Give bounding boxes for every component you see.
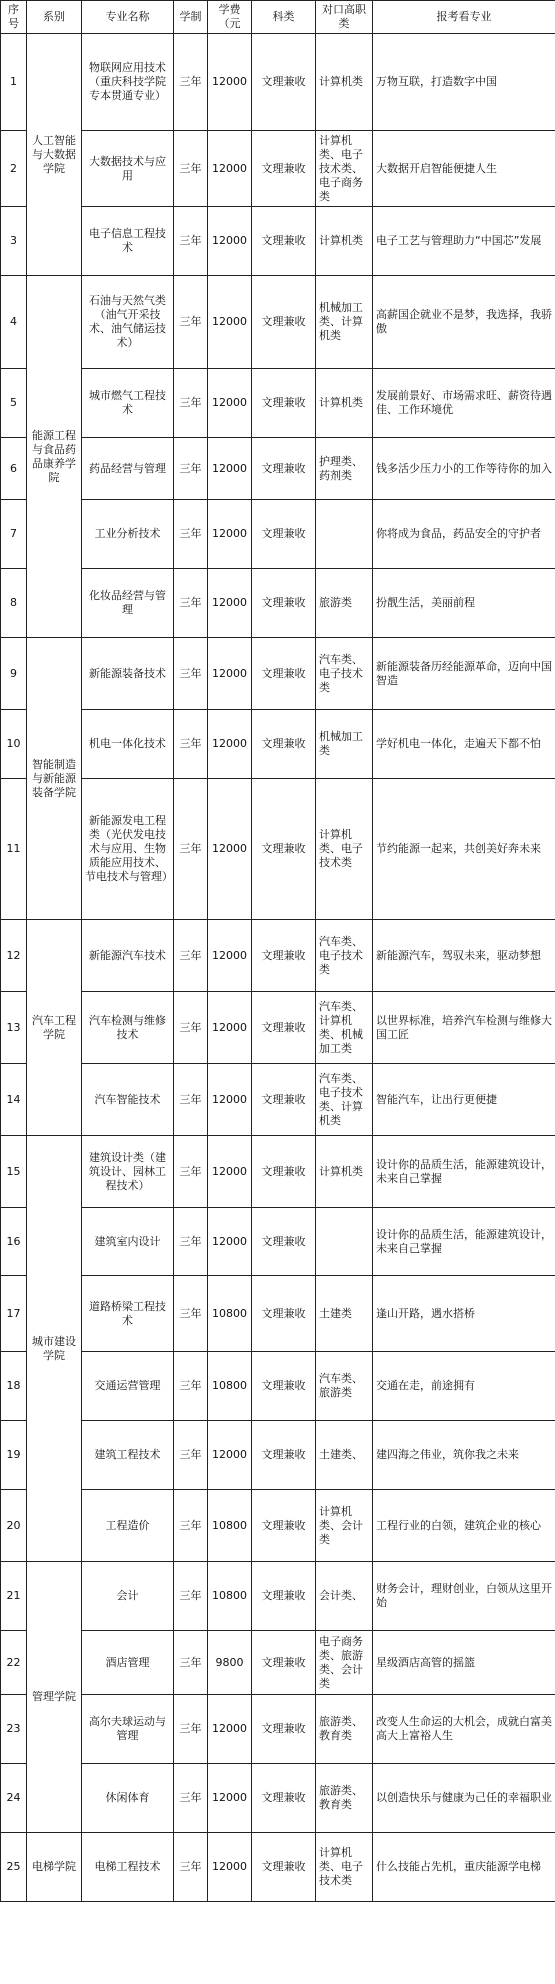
- major-description: 工程行业的白领，建筑企业的核心: [373, 1490, 555, 1562]
- tuition-fee: 10800: [208, 1562, 252, 1631]
- row-index: 11: [1, 779, 27, 920]
- major-name: 交通运营管理: [82, 1352, 174, 1421]
- row-index: 23: [1, 1695, 27, 1764]
- major-name: 城市燃气工程技术: [82, 369, 174, 438]
- row-index: 17: [1, 1276, 27, 1352]
- row-index: 22: [1, 1631, 27, 1695]
- duration: 三年: [174, 992, 208, 1064]
- header-row: [1, 1, 555, 34]
- row-index: 7: [1, 500, 27, 569]
- major-description: 高薪国企就业不是梦，我选择，我骄傲: [373, 276, 555, 369]
- major-name: 电梯工程技术: [82, 1833, 174, 1902]
- table-row: [1, 1764, 555, 1833]
- department-name: 智能制造与新能源装备学院: [27, 638, 82, 920]
- row-index: 4: [1, 276, 27, 369]
- major-description: 大数据开启智能便捷人生: [373, 131, 555, 207]
- row-index: 8: [1, 569, 27, 638]
- row-index: 21: [1, 1562, 27, 1631]
- vocational-track: 土建类: [316, 1276, 373, 1352]
- major-name: 化妆品经营与管理: [82, 569, 174, 638]
- major-description: 学好机电一体化，走遍天下都不怕: [373, 710, 555, 779]
- row-index: 12: [1, 920, 27, 992]
- table-row: [1, 276, 555, 369]
- duration: 三年: [174, 207, 208, 276]
- subject-category: 文理兼收: [252, 992, 316, 1064]
- subject-category: 文理兼收: [252, 1490, 316, 1562]
- duration: 三年: [174, 569, 208, 638]
- major-description: 改变人生命运的大机会，成就白富美高大上富裕人生: [373, 1695, 555, 1764]
- vocational-track: 机械加工类: [316, 710, 373, 779]
- row-index: 3: [1, 207, 27, 276]
- tuition-fee: 12000: [208, 131, 252, 207]
- vocational-track: 旅游类、教育类: [316, 1764, 373, 1833]
- subject-category: 文理兼收: [252, 1352, 316, 1421]
- major-name: 汽车检测与维修技术: [82, 992, 174, 1064]
- table-row: [1, 779, 555, 920]
- tuition-fee: 12000: [208, 710, 252, 779]
- vocational-track: 计算机类、会计类: [316, 1490, 373, 1562]
- major-description: 逢山开路，遇水搭桥: [373, 1276, 555, 1352]
- major-name: 工业分析技术: [82, 500, 174, 569]
- subject-category: 文理兼收: [252, 1421, 316, 1490]
- vocational-track: 计算机类、电子技术类、电子商务类: [316, 131, 373, 207]
- row-index: 24: [1, 1764, 27, 1833]
- table-row: [1, 369, 555, 438]
- table-row: [1, 207, 555, 276]
- subject-category: 文理兼收: [252, 276, 316, 369]
- tuition-fee: 12000: [208, 1764, 252, 1833]
- duration: 三年: [174, 1562, 208, 1631]
- tuition-fee: 12000: [208, 34, 252, 131]
- subject-category: 文理兼收: [252, 920, 316, 992]
- vocational-track: 电子商务类、旅游类、会计类: [316, 1631, 373, 1695]
- subject-category: 文理兼收: [252, 1136, 316, 1208]
- subject-category: 文理兼收: [252, 34, 316, 131]
- row-index: 13: [1, 992, 27, 1064]
- table-row: [1, 638, 555, 710]
- header-department: 系别: [27, 1, 82, 34]
- subject-category: 文理兼收: [252, 1631, 316, 1695]
- header-index: 序号: [1, 1, 27, 34]
- table-row: [1, 1833, 555, 1902]
- subject-category: 文理兼收: [252, 207, 316, 276]
- department-name: 管理学院: [27, 1562, 82, 1833]
- major-name: 新能源发电工程类（光伏发电技术与应用、生物质能应用技术、节电技术与管理）: [82, 779, 174, 920]
- duration: 三年: [174, 920, 208, 992]
- subject-category: 文理兼收: [252, 1833, 316, 1902]
- major-description: 智能汽车，让出行更便捷: [373, 1064, 555, 1136]
- table-row: [1, 1136, 555, 1208]
- department-name: 电梯学院: [27, 1833, 82, 1902]
- duration: 三年: [174, 276, 208, 369]
- duration: 三年: [174, 1764, 208, 1833]
- major-name: 大数据技术与应用: [82, 131, 174, 207]
- tuition-fee: 10800: [208, 1352, 252, 1421]
- table-row: [1, 1276, 555, 1352]
- duration: 三年: [174, 1490, 208, 1562]
- major-name: 建筑室内设计: [82, 1208, 174, 1276]
- duration: 三年: [174, 1421, 208, 1490]
- major-name: 建筑设计类（建筑设计、园林工程技术）: [82, 1136, 174, 1208]
- major-description: 新能源汽车，驾驭未来，驱动梦想: [373, 920, 555, 992]
- major-name: 石油与天然气类（油气开采技术、油气储运技术）: [82, 276, 174, 369]
- header-major: 专业名称: [82, 1, 174, 34]
- duration: 三年: [174, 500, 208, 569]
- tuition-fee: 12000: [208, 569, 252, 638]
- table-row: [1, 1490, 555, 1562]
- major-name: 休闲体育: [82, 1764, 174, 1833]
- major-name: 会计: [82, 1562, 174, 1631]
- department-name: 能源工程与食品药品康养学院: [27, 276, 82, 638]
- major-description: 星级酒店高管的摇篮: [373, 1631, 555, 1695]
- subject-category: 文理兼收: [252, 1764, 316, 1833]
- duration: 三年: [174, 1833, 208, 1902]
- vocational-track: 汽车类、旅游类: [316, 1352, 373, 1421]
- table-row: [1, 1064, 555, 1136]
- header-subject: 科类: [252, 1, 316, 34]
- subject-category: 文理兼收: [252, 569, 316, 638]
- major-description: 建四海之伟业，筑你我之未来: [373, 1421, 555, 1490]
- department-name: 汽车工程学院: [27, 920, 82, 1136]
- tuition-fee: 12000: [208, 920, 252, 992]
- vocational-track: 计算机类: [316, 207, 373, 276]
- major-name: 新能源装备技术: [82, 638, 174, 710]
- table-row: [1, 569, 555, 638]
- subject-category: 文理兼收: [252, 779, 316, 920]
- tuition-fee: 9800: [208, 1631, 252, 1695]
- row-index: 16: [1, 1208, 27, 1276]
- row-index: 14: [1, 1064, 27, 1136]
- duration: 三年: [174, 131, 208, 207]
- subject-category: 文理兼收: [252, 500, 316, 569]
- tuition-fee: 12000: [208, 500, 252, 569]
- table-row: [1, 1631, 555, 1695]
- tuition-fee: 12000: [208, 1695, 252, 1764]
- row-index: 10: [1, 710, 27, 779]
- subject-category: 文理兼收: [252, 1276, 316, 1352]
- duration: 三年: [174, 438, 208, 500]
- major-description: 你将成为食品，药品安全的守护者: [373, 500, 555, 569]
- vocational-track: 机械加工类、计算机类: [316, 276, 373, 369]
- tuition-fee: 12000: [208, 1421, 252, 1490]
- table-row: [1, 1562, 555, 1631]
- major-name: 道路桥梁工程技术: [82, 1276, 174, 1352]
- table-row: [1, 131, 555, 207]
- row-index: 5: [1, 369, 27, 438]
- department-name: 人工智能与大数据学院: [27, 34, 82, 276]
- vocational-track: 会计类、: [316, 1562, 373, 1631]
- tuition-fee: 12000: [208, 207, 252, 276]
- subject-category: 文理兼收: [252, 710, 316, 779]
- vocational-track: 计算机类、电子技术类: [316, 779, 373, 920]
- major-name: 工程造价: [82, 1490, 174, 1562]
- subject-category: 文理兼收: [252, 1064, 316, 1136]
- major-description: 什么技能占先机，重庆能源学电梯: [373, 1833, 555, 1902]
- tuition-fee: 12000: [208, 1208, 252, 1276]
- row-index: 1: [1, 34, 27, 131]
- major-description: 新能源装备历经能源革命，迈向中国智造: [373, 638, 555, 710]
- header-duration: 学制: [174, 1, 208, 34]
- vocational-track: 旅游类、教育类: [316, 1695, 373, 1764]
- duration: 三年: [174, 1352, 208, 1421]
- vocational-track: 土建类、: [316, 1421, 373, 1490]
- duration: 三年: [174, 1136, 208, 1208]
- table-row: [1, 710, 555, 779]
- table-row: [1, 920, 555, 992]
- subject-category: 文理兼收: [252, 1562, 316, 1631]
- row-index: 18: [1, 1352, 27, 1421]
- row-index: 19: [1, 1421, 27, 1490]
- major-description: 设计你的品质生活，能源建筑设计，未来自己掌握: [373, 1136, 555, 1208]
- duration: 三年: [174, 1208, 208, 1276]
- vocational-track: 汽车类、电子技术类: [316, 920, 373, 992]
- subject-category: 文理兼收: [252, 369, 316, 438]
- major-name: 电子信息工程技术: [82, 207, 174, 276]
- major-description: 钱多活少压力小的工作等待你的加入: [373, 438, 555, 500]
- major-description: 扮靓生活，美丽前程: [373, 569, 555, 638]
- duration: 三年: [174, 779, 208, 920]
- header-tuition: 学费（元: [208, 1, 252, 34]
- tuition-fee: 12000: [208, 1833, 252, 1902]
- vocational-track: 计算机类: [316, 369, 373, 438]
- vocational-track: 汽车类、计算机类、机械加工类: [316, 992, 373, 1064]
- table-row: [1, 500, 555, 569]
- duration: 三年: [174, 1064, 208, 1136]
- vocational-track: 汽车类、电子技术类、计算机类: [316, 1064, 373, 1136]
- major-description: 以世界标准，培养汽车检测与维修大国工匠: [373, 992, 555, 1064]
- tuition-fee: 12000: [208, 638, 252, 710]
- table-row: [1, 1695, 555, 1764]
- duration: 三年: [174, 34, 208, 131]
- tuition-fee: 10800: [208, 1490, 252, 1562]
- major-description: 财务会计，理财创业，白领从这里开始: [373, 1562, 555, 1631]
- tuition-fee: 12000: [208, 438, 252, 500]
- header-vocational-track: 对口高职类: [316, 1, 373, 34]
- major-name: 机电一体化技术: [82, 710, 174, 779]
- vocational-track: [316, 1208, 373, 1276]
- vocational-track: [316, 500, 373, 569]
- major-description: 交通在走，前途拥有: [373, 1352, 555, 1421]
- tuition-fee: 12000: [208, 992, 252, 1064]
- tuition-fee: 12000: [208, 276, 252, 369]
- table-row: [1, 438, 555, 500]
- major-description: 以创造快乐与健康为己任的幸福职业: [373, 1764, 555, 1833]
- tuition-fee: 12000: [208, 1064, 252, 1136]
- major-description: 万物互联，打造数字中国: [373, 34, 555, 131]
- duration: 三年: [174, 710, 208, 779]
- row-index: 20: [1, 1490, 27, 1562]
- major-description: 发展前景好、市场需求旺、薪资待遇佳、工作环境优: [373, 369, 555, 438]
- major-name: 物联网应用技术（重庆科技学院专本贯通专业）: [82, 34, 174, 131]
- duration: 三年: [174, 369, 208, 438]
- vocational-track: 护理类、药剂类: [316, 438, 373, 500]
- duration: 三年: [174, 1276, 208, 1352]
- major-description: 节约能源一起来，共创美好奔未来: [373, 779, 555, 920]
- tuition-fee: 12000: [208, 1136, 252, 1208]
- department-name: 城市建设学院: [27, 1136, 82, 1562]
- tuition-fee: 12000: [208, 369, 252, 438]
- major-description: 电子工艺与管理助力“中国芯”发展: [373, 207, 555, 276]
- duration: 三年: [174, 638, 208, 710]
- header-description: 报考看专业: [373, 1, 555, 34]
- row-index: 6: [1, 438, 27, 500]
- subject-category: 文理兼收: [252, 131, 316, 207]
- table-body: [1, 34, 555, 1902]
- duration: 三年: [174, 1695, 208, 1764]
- major-name: 新能源汽车技术: [82, 920, 174, 992]
- subject-category: 文理兼收: [252, 1695, 316, 1764]
- major-name: 高尔夫球运动与管理: [82, 1695, 174, 1764]
- duration: 三年: [174, 1631, 208, 1695]
- major-description: 设计你的品质生活，能源建筑设计，未来自己掌握: [373, 1208, 555, 1276]
- vocational-track: 计算机类、电子技术类: [316, 1833, 373, 1902]
- table-row: [1, 34, 555, 131]
- major-name: 酒店管理: [82, 1631, 174, 1695]
- vocational-track: 旅游类: [316, 569, 373, 638]
- vocational-track: 计算机类: [316, 34, 373, 131]
- vocational-track: 汽车类、电子技术类: [316, 638, 373, 710]
- row-index: 9: [1, 638, 27, 710]
- table-row: [1, 1208, 555, 1276]
- row-index: 2: [1, 131, 27, 207]
- row-index: 15: [1, 1136, 27, 1208]
- subject-category: 文理兼收: [252, 1208, 316, 1276]
- tuition-fee: 10800: [208, 1276, 252, 1352]
- tuition-fee: 12000: [208, 779, 252, 920]
- table-row: [1, 1421, 555, 1490]
- vocational-track: 计算机类: [316, 1136, 373, 1208]
- table-row: [1, 992, 555, 1064]
- major-name: 汽车智能技术: [82, 1064, 174, 1136]
- subject-category: 文理兼收: [252, 638, 316, 710]
- table-row: [1, 1352, 555, 1421]
- row-index: 25: [1, 1833, 27, 1902]
- major-name: 药品经营与管理: [82, 438, 174, 500]
- major-name: 建筑工程技术: [82, 1421, 174, 1490]
- subject-category: 文理兼收: [252, 438, 316, 500]
